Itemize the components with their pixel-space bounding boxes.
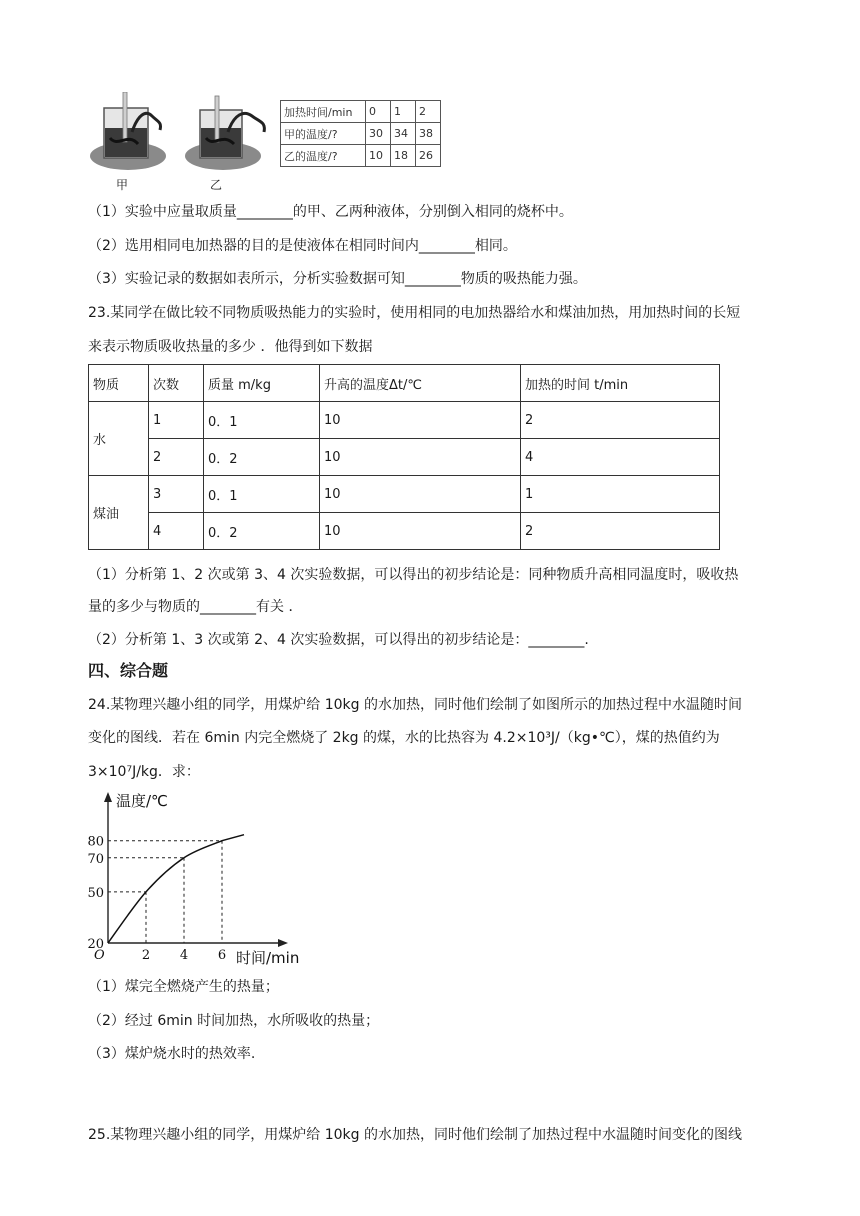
y-tick-label: 80	[87, 834, 104, 850]
table-cell: 3	[149, 476, 204, 513]
table-cell: 0．2	[204, 513, 320, 550]
x-tick-label: 2	[141, 948, 151, 963]
heating-table	[280, 100, 441, 167]
header-cell: 升高的温度Δt/℃	[320, 365, 521, 402]
q24-sub3: （3）煤炉烧水时的热效率.	[88, 1046, 256, 1062]
table-cell: 10	[320, 513, 521, 550]
table-cell: 10	[320, 476, 521, 513]
table-header-row	[89, 365, 720, 402]
q22-sub1: （1）实验中应量取质量________的甲、乙两种液体，分别倒入相同的烧杯中。	[88, 204, 573, 220]
table-row	[281, 123, 441, 145]
table-cell: 0．1	[204, 476, 320, 513]
y-tick-label: 20	[87, 937, 104, 952]
x-tick-label: 4	[179, 948, 189, 963]
table-cell: 38	[416, 123, 441, 145]
table-cell: 2	[416, 101, 441, 123]
temperature-time-chart	[82, 786, 312, 972]
table-cell: 2	[521, 402, 720, 439]
q23-line1: 23.某同学在做比较不同物质吸热能力的实验时，使用相同的电加热器给水和煤油加热，用加热时间的长短	[88, 305, 741, 321]
header-cell: 质量 m/kg	[204, 365, 320, 402]
q24-line3: 3×10⁷J/kg．求：	[88, 764, 200, 780]
header-cell: 次数	[149, 365, 204, 402]
x-tick-label: 6	[217, 948, 227, 963]
table-cell: 34	[391, 123, 416, 145]
table-cell: 加热时间/min	[281, 101, 366, 123]
table-cell: 30	[366, 123, 391, 145]
table-cell: 1	[391, 101, 416, 123]
y-axis-arrow	[104, 792, 112, 802]
table-cell: 10	[320, 439, 521, 476]
x-axis-arrow	[278, 939, 288, 947]
table-cell: 4	[521, 439, 720, 476]
table-cell: 乙的温度/?	[281, 145, 366, 167]
substance-cell: 煤油	[89, 476, 149, 550]
table-row	[89, 439, 720, 476]
table-cell: 10	[366, 145, 391, 167]
table-row	[89, 513, 720, 550]
q24-sub1: （1）煤完全燃烧产生的热量；	[88, 979, 279, 995]
q23-sub2: （2）分析第 1、3 次或第 2、4 次实验数据，可以得出的初步结论是：________.	[88, 632, 589, 648]
data-table	[88, 364, 720, 550]
table-cell: 0．1	[204, 402, 320, 439]
y-axis-label: 温度/℃	[116, 792, 168, 810]
q25-line1: 25.某物理兴趣小组的同学，用煤炉给 10kg 的水加热，同时他们绘制了加热过程中水温随时间变化的图线	[88, 1127, 742, 1143]
temperature-curve	[108, 835, 244, 943]
x-axis-label: 时间/min	[236, 949, 300, 967]
q23-sub1b: 量的多少与物质的________有关 ．	[88, 599, 303, 615]
table-cell: 1	[149, 402, 204, 439]
table-cell: 甲的温度/?	[281, 123, 366, 145]
q23-line2: 来表示物质吸收热量的多少 ．他得到如下数据	[88, 339, 373, 355]
table-cell: 2	[521, 513, 720, 550]
table-row	[89, 476, 720, 513]
table-cell: 10	[320, 402, 521, 439]
table-cell: 0	[366, 101, 391, 123]
q22-sub2: （2）选用相同电加热器的目的是使液体在相同时间内________相同。	[88, 238, 517, 254]
label-jia: 甲	[116, 178, 129, 192]
y-tick-label: 70	[87, 851, 104, 867]
table-cell: 1	[521, 476, 720, 513]
table-cell: 18	[391, 145, 416, 167]
q23-sub1a: （1）分析第 1、2 次或第 3、4 次实验数据，可以得出的初步结论是：同种物质升高相同温度时，吸收热	[88, 567, 739, 583]
q24-line1: 24.某物理兴趣小组的同学，用煤炉给 10kg 的水加热，同时他们绘制了如图所示的加热过程中水温随时间	[88, 697, 742, 713]
substance-cell: 水	[89, 402, 149, 476]
table-row	[281, 145, 441, 167]
table-row	[89, 402, 720, 439]
table-cell: 26	[416, 145, 441, 167]
table-cell: 4	[149, 513, 204, 550]
header-cell: 加热的时间 t/min	[521, 365, 720, 402]
label-yi: 乙	[210, 178, 223, 192]
table-row	[281, 101, 441, 123]
q22-sub3: （3）实验记录的数据如表所示，分析实验数据可知________物质的吸热能力强。	[88, 271, 587, 287]
table-cell: 2	[149, 439, 204, 476]
y-tick-label: 50	[87, 885, 104, 901]
table-cell: 0．2	[204, 439, 320, 476]
q24-line2: 变化的图线．若在 6min 内完全燃烧了 2kg 的煤，水的比热容为 4.2×10³J/（kg•℃），煤的热值约为	[88, 730, 720, 746]
q24-sub2: （2）经过 6min 时间加热，水所吸收的热量；	[88, 1013, 380, 1029]
beaker-figure	[88, 92, 278, 192]
header-cell: 物质	[89, 365, 149, 402]
section-title: 四、综合题	[88, 661, 169, 680]
origin-label: O	[94, 948, 105, 963]
